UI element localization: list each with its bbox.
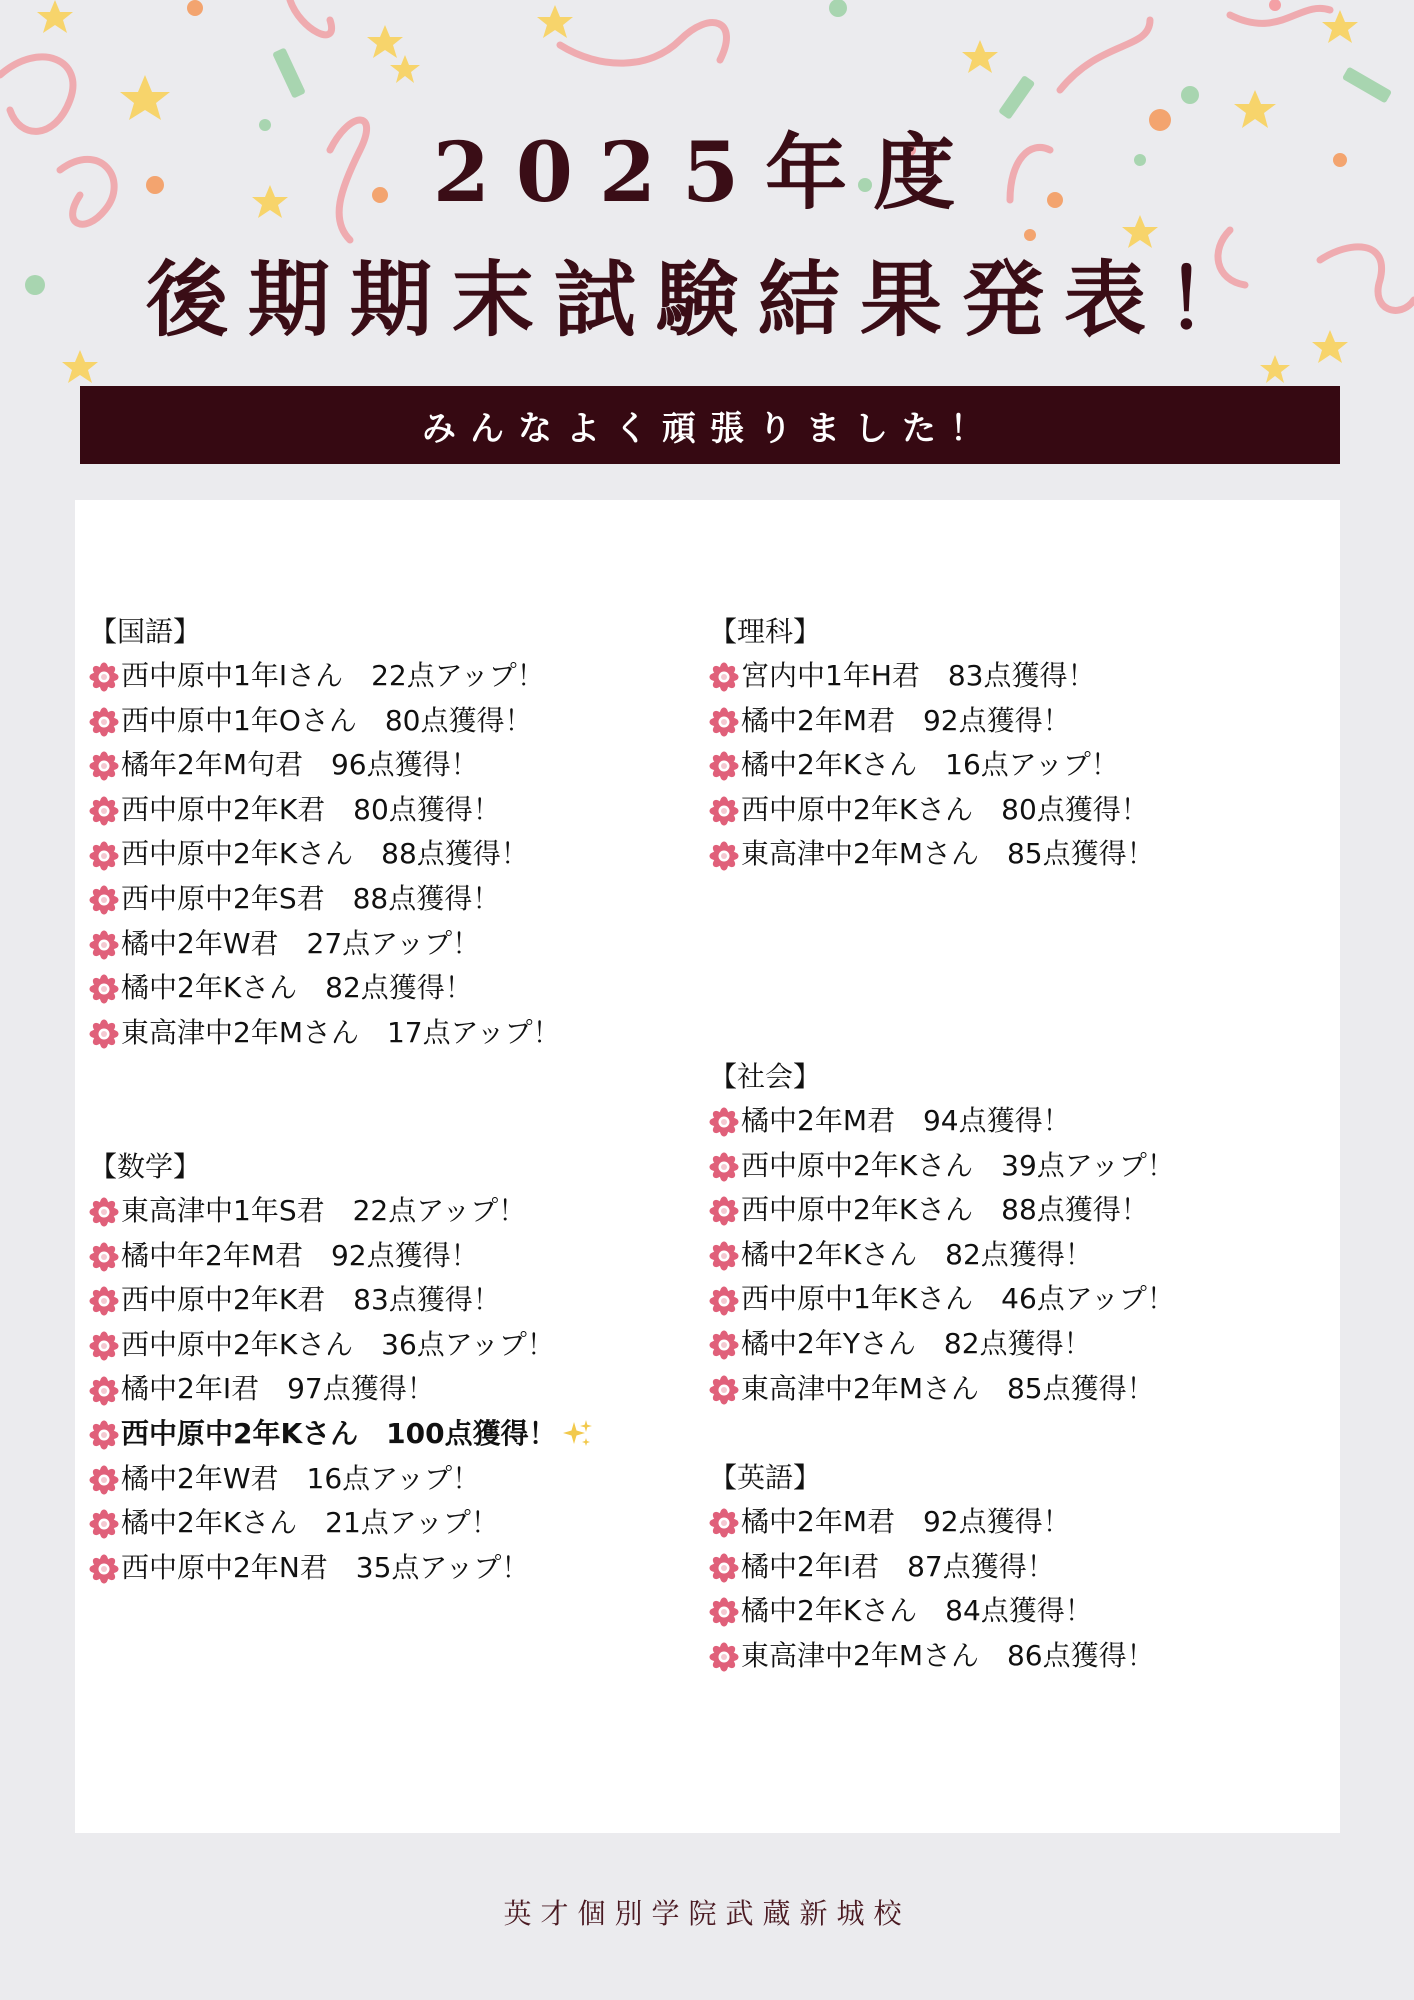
entry-list	[709, 654, 1309, 877]
section-title: 【英語】	[709, 1461, 822, 1494]
entry-text: 橘中2年I君 97点獲得！	[121, 1372, 435, 1406]
list-item	[89, 922, 689, 967]
entry-text: 西中原中2年N君 35点アップ！	[121, 1550, 530, 1584]
flower-icon	[709, 1106, 739, 1136]
list-item	[89, 788, 689, 833]
flower-icon	[709, 1329, 739, 1359]
entry-text: 西中原中1年Oさん 80点獲得！	[121, 703, 533, 737]
flower-icon	[709, 795, 739, 825]
title-year: 2025年度	[432, 125, 982, 221]
banner-text: みんなよく頑張りました！	[422, 408, 998, 449]
entry-text: 橘中年2年M君 92点獲得！	[121, 1238, 479, 1272]
list-item	[89, 1189, 689, 1234]
section-rika	[709, 610, 1309, 877]
flower-icon	[89, 1375, 119, 1405]
entry-text: 橘中2年I君 87点獲得！	[741, 1549, 1055, 1583]
list-item	[89, 877, 689, 922]
list-item	[709, 699, 1309, 744]
list-item	[89, 1546, 689, 1591]
entry-text: 橘中2年W君 27点アップ！	[121, 926, 481, 960]
flower-icon	[709, 1552, 739, 1582]
flower-icon	[709, 1596, 739, 1626]
entry-text: 橘中2年Kさん 82点獲得！	[121, 971, 473, 1005]
entry-text: 東高津中2年Mさん 85点獲得！	[741, 837, 1155, 871]
entry-text: 西中原中2年Kさん 39点アップ！	[741, 1148, 1175, 1182]
flower-icon	[89, 750, 119, 780]
flower-icon	[89, 1196, 119, 1226]
entry-text: 橘中2年Yさん 82点獲得！	[741, 1326, 1092, 1360]
section-title: 【理科】	[709, 615, 822, 648]
list-item	[709, 1233, 1309, 1278]
entry-text: 東高津中1年S君 22点アップ！	[121, 1194, 527, 1227]
list-item	[89, 832, 689, 877]
flower-icon	[89, 884, 119, 914]
flower-icon	[709, 1507, 739, 1537]
entry-text: 西中原中1年Iさん 22点アップ！	[121, 659, 545, 692]
flower-icon	[709, 840, 739, 870]
entry-text: 橘中2年Kさん 16点アップ！	[741, 748, 1119, 782]
flower-icon	[89, 1241, 119, 1271]
entry-text: 西中原中2年Kさん 88点獲得！	[741, 1193, 1149, 1227]
list-item	[89, 1412, 689, 1457]
entry-text: 橘年2年M句君 96点獲得！	[121, 748, 479, 782]
flower-icon	[89, 1285, 119, 1315]
flower-icon	[89, 929, 119, 959]
list-item	[709, 1188, 1309, 1233]
entry-text: 西中原中2年Kさん 36点アップ！	[121, 1327, 555, 1361]
entry-list	[89, 654, 689, 1055]
section-title: 【社会】	[709, 1060, 822, 1093]
entry-text: 橘中2年M君 92点獲得！	[741, 703, 1071, 737]
section-title: 【数学】	[89, 1150, 202, 1183]
entry-text: 西中原中2年Kさん 100点獲得！	[121, 1416, 557, 1450]
list-item	[89, 1501, 689, 1546]
entry-text: 西中原中2年K君 80点獲得！	[121, 792, 501, 826]
flower-icon	[709, 1240, 739, 1270]
flower-icon	[89, 1018, 119, 1048]
entry-text: 西中原中2年Kさん 88点獲得！	[121, 837, 529, 871]
flower-icon	[89, 973, 119, 1003]
sparkle-icon	[561, 1418, 593, 1450]
list-item	[709, 654, 1309, 699]
list-item	[89, 743, 689, 788]
flower-icon	[709, 750, 739, 780]
section-sugaku	[89, 1145, 689, 1590]
entry-text: 西中原中2年S君 88点獲得！	[121, 881, 501, 915]
list-item	[709, 1500, 1309, 1545]
list-item	[89, 1367, 689, 1412]
flower-icon	[709, 1195, 739, 1225]
entry-text: 橘中2年M君 94点獲得！	[741, 1104, 1071, 1137]
banner	[80, 386, 1340, 464]
list-item	[709, 1545, 1309, 1590]
list-item	[709, 1322, 1309, 1367]
entry-list	[709, 1500, 1309, 1678]
flower-icon	[89, 1508, 119, 1538]
flower-icon	[89, 1464, 119, 1494]
list-item	[89, 1234, 689, 1279]
list-item	[89, 966, 689, 1011]
flower-icon	[709, 661, 739, 691]
list-item	[89, 1323, 689, 1368]
flower-icon	[709, 1374, 739, 1404]
list-item	[709, 1589, 1309, 1634]
entry-text: 西中原中2年K君 83点獲得！	[121, 1283, 501, 1317]
flower-icon	[89, 1553, 119, 1583]
flower-icon	[89, 1419, 119, 1449]
list-item	[709, 1367, 1309, 1412]
entry-text: 橘中2年Kさん 82点獲得！	[741, 1237, 1093, 1271]
flower-icon	[89, 840, 119, 870]
entry-text: 西中原中1年Kさん 46点アップ！	[741, 1282, 1175, 1316]
flower-icon	[709, 1151, 739, 1181]
list-item	[709, 743, 1309, 788]
section-shakai	[709, 1055, 1309, 1411]
list-item	[709, 1099, 1309, 1144]
entry-text: 東高津中2年Mさん 85点獲得！	[741, 1371, 1155, 1405]
list-item	[89, 1278, 689, 1323]
list-item	[709, 788, 1309, 833]
entry-text: 宮内中1年H君 83点獲得！	[741, 659, 1096, 692]
list-item	[709, 1144, 1309, 1189]
flower-icon	[709, 1285, 739, 1315]
section-title: 【国語】	[89, 615, 202, 648]
flower-icon	[709, 1641, 739, 1671]
list-item	[89, 699, 689, 744]
entry-text: 橘中2年Kさん 21点アップ！	[121, 1506, 499, 1540]
list-item	[709, 1277, 1309, 1322]
entry-text: 東高津中2年Mさん 86点獲得！	[741, 1638, 1155, 1672]
entry-list	[89, 1189, 689, 1590]
entry-text: 橘中2年M君 92点獲得！	[741, 1505, 1071, 1538]
flower-icon	[89, 1330, 119, 1360]
flower-icon	[89, 795, 119, 825]
section-eigo	[709, 1456, 1309, 1678]
list-item	[89, 1011, 689, 1056]
list-item	[89, 1457, 689, 1502]
flower-icon	[89, 706, 119, 736]
entry-text: 橘中2年Kさん 84点獲得！	[741, 1594, 1093, 1628]
list-item	[89, 654, 689, 699]
flower-icon	[89, 661, 119, 691]
entry-text: 東高津中2年Mさん 17点アップ！	[121, 1015, 561, 1049]
entry-text: 橘中2年W君 16点アップ！	[121, 1461, 481, 1495]
list-item	[709, 832, 1309, 877]
page-title: 後期期末試験結果発表！	[145, 252, 1268, 348]
footer-school-name: 英才個別学院武蔵新城校	[503, 1897, 911, 1930]
entry-list	[709, 1099, 1309, 1411]
section-kokugo	[89, 610, 689, 1055]
flower-icon	[709, 706, 739, 736]
results-panel	[75, 500, 1340, 1833]
entry-text: 西中原中2年Kさん 80点獲得！	[741, 792, 1149, 826]
list-item	[709, 1634, 1309, 1679]
